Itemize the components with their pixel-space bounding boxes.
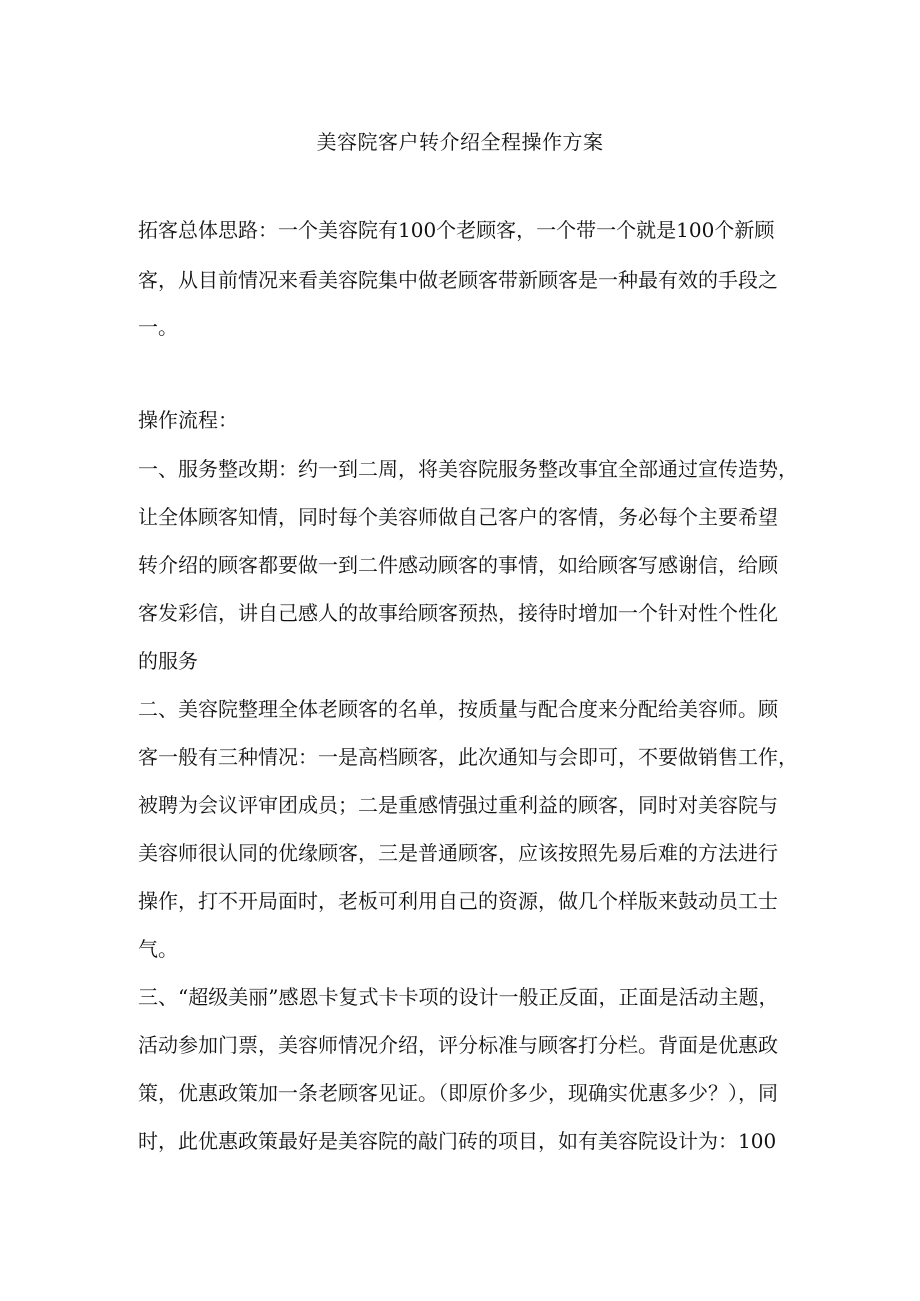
step2-line-1: 二、美容院整理全体老顾客的名单，按质量与配合度来分配给美容师。顾 (138, 697, 778, 721)
step3-line-2: 活动参加门票，美容师情况介绍，评分标准与顾客打分栏。背面是优惠政 (138, 1033, 778, 1057)
step2-line-5: 操作，打不开局面时，老板可利用自己的资源，做几个样版来鼓动员工士 (138, 889, 778, 913)
step2-line-2: 客一般有三种情况：一是高档顾客，此次通知与会即可，不要做销售工作， (138, 745, 798, 769)
process-heading: 操作流程： (138, 408, 238, 432)
step1-line-5: 的服务 (138, 649, 198, 673)
step2-line-4: 美容师很认同的优缘顾客，三是普通顾客，应该按照先易后难的方法进行 (138, 841, 778, 865)
step2-line-3: 被聘为会议评审团成员；二是重感情强过重利益的顾客，同时对美容院与 (138, 793, 778, 817)
document-title: 美容院客户转介绍全程操作方案 (316, 130, 604, 154)
step1-line-1: 一、服务整改期：约一到二周，将美容院服务整改事宜全部通过宣传造势， (138, 457, 798, 481)
intro-line-2: 客，从目前情况来看美容院集中做老顾客带新顾客是一种最有效的手段之 (138, 268, 778, 292)
step2-line-6: 气。 (138, 937, 178, 961)
step1-line-3: 转介绍的顾客都要做一到二件感动顾客的事情，如给顾客写感谢信，给顾 (138, 553, 778, 577)
step3-line-3: 策，优惠政策加一条老顾客见证。（即原价多少，现确实优惠多少？），同 (138, 1081, 778, 1105)
intro-line-1: 拓客总体思路：一个美容院有100个老顾客，一个带一个就是100个新顾 (138, 218, 775, 242)
step1-line-4: 客发彩信，讲自己感人的故事给顾客预热，接待时增加一个针对性个性化 (138, 601, 778, 625)
step1-line-2: 让全体顾客知情，同时每个美容师做自己客户的客情，务必每个主要希望 (138, 505, 778, 529)
intro-line-3: 一。 (138, 315, 178, 339)
step3-line-4: 时，此优惠政策最好是美容院的敲门砖的项目，如有美容院设计为：100 (138, 1129, 777, 1153)
step3-line-1: 三、“超级美丽”感恩卡复式卡卡项的设计一般正反面，正面是活动主题， (138, 985, 779, 1009)
